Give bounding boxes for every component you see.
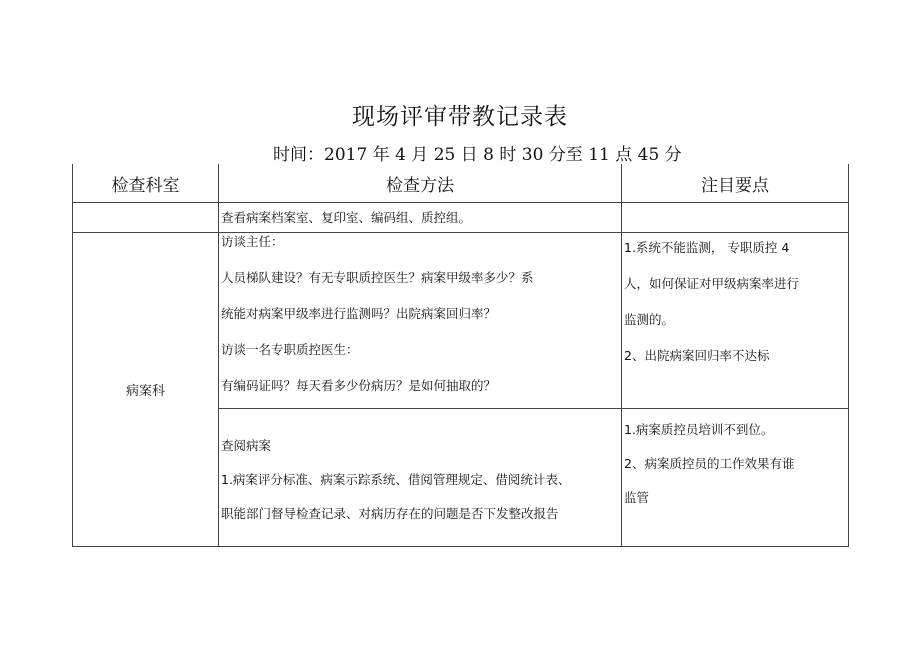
table-row — [73, 203, 849, 233]
point-line: 监管 — [624, 490, 650, 505]
method-line: 1.病案评分标准、病案示踪系统、借阅管理规定、借阅统计表、 — [221, 472, 571, 487]
point-line: 监测的。 — [624, 312, 675, 327]
method-line: 人员梯队建设？有无专职质控医生？病案甲级率多少？系 — [221, 270, 534, 285]
point-line: 1.病案质控员培训不到位。 — [624, 422, 774, 437]
point-line: 1.系统不能监测， 专职质控 4 — [624, 240, 790, 255]
header-points: 注目要点 — [622, 164, 849, 203]
point-line: 2、病案质控员的工作效果有谁 — [624, 456, 795, 471]
points-cell — [622, 409, 849, 547]
method-cell — [219, 409, 622, 547]
method-cell — [219, 203, 622, 233]
method-line: 职能部门督导检查记录、对病历存在的问题是否下发整改报告 — [221, 506, 559, 521]
method-line: 有编码证吗？每天看多少份病历？是如何抽取的？ — [221, 378, 497, 393]
method-cell — [219, 233, 622, 409]
time-line: 时间：2017 年 4 月 25 日 8 时 30 分至 11 点 45 分 — [273, 145, 682, 165]
table-row — [73, 233, 849, 409]
point-line: 2、出院病案回归率不达标 — [624, 348, 770, 363]
department-cell — [73, 233, 219, 547]
method-line: 查阅病案 — [221, 438, 272, 453]
points-cell — [622, 233, 849, 409]
header-department: 检查科室 — [73, 164, 219, 203]
method-line: 访谈一名专职质控医生： — [221, 342, 359, 357]
method-text: 查看病案档案室、复印室、编码组、质控组。 — [221, 209, 472, 225]
table-header-row — [73, 164, 849, 203]
header-method: 检查方法 — [219, 164, 622, 203]
points-cell — [622, 203, 849, 233]
method-line: 访谈主任： — [221, 234, 284, 249]
page-title: 现场评审带教记录表 — [352, 104, 568, 130]
method-line: 统能对病案甲级率进行监测吗？出院病案回归率？ — [221, 306, 497, 321]
point-line: 人，如何保证对甲级病案率进行 — [624, 276, 800, 291]
department-cell-empty — [73, 203, 219, 233]
record-table — [72, 164, 849, 547]
department-name: 病案科 — [125, 384, 165, 399]
